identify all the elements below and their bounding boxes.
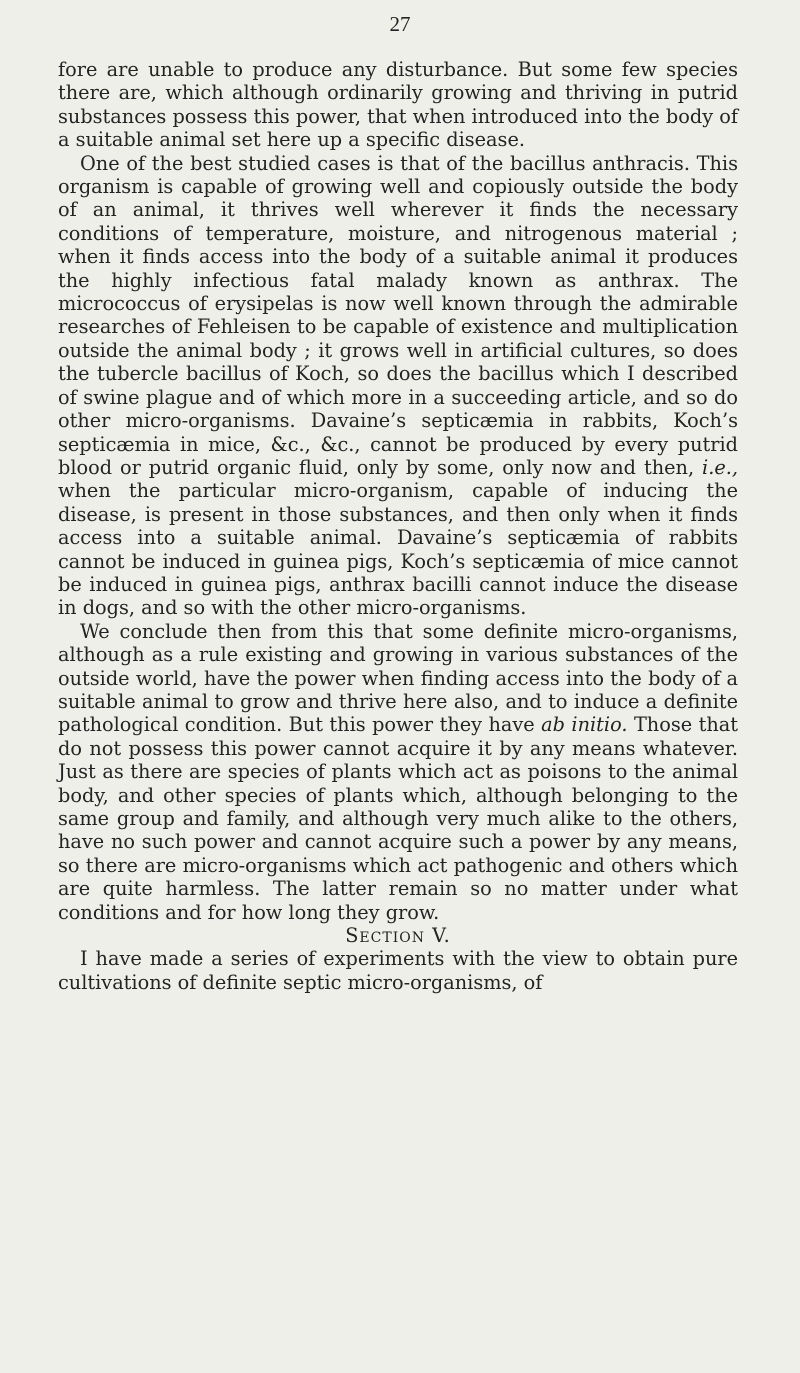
paragraph-bacillus-anthracis xyxy=(58,152,738,620)
paragraph-text-continued: when the particular micro-organism, capable of inducing the disease, is present in those substances, and then only when it finds access into a suitable animal. Davaine’s septicæmia of rabbits cannot be induced in guinea pigs, Koch’s septicæmia of mice cannot be induced in guinea pigs, anthrax bacilli cannot induce the disease in dogs, and so with the other micro-organisms. xyxy=(58,479,738,620)
paragraph-continuation: fore are unable to produce any disturbance. But some few species there are, which although ordinarily growing and thriving in putrid substances possess this power, that when introduced into the body of a suitable animal set here up a specific disease. xyxy=(58,58,738,152)
ab-initio-italic: ab initio. xyxy=(541,713,628,737)
paragraph-text: We conclude then from this that some definite micro-organisms, although as a rule existing and growing in various substances of the outside world, have the power when finding access into the body of a suitable animal to grow and thrive here also, and to induce a definite pathological condition. But this power they have xyxy=(58,619,738,737)
ie-abbreviation: i.e., xyxy=(702,455,738,479)
paragraph-conclusion xyxy=(58,620,738,924)
paragraph-text: One of the best studied cases is that of the bacillus anthracis. This organism is capable of growing well and copiously outside the body of an animal, it thrives well wherever it finds the necessary conditions of temperature, moisture, and nitrogenous material ; when it finds access into the body of a suitable animal it produces the highly infectious fatal malady known as anthrax. The micrococcus of erysipelas is now well known through the admirable researches of Fehleisen to be capable of existence and multiplication outside the animal body ; it grows well in artificial cultures, so does the tubercle bacillus of Koch, so does the bacillus which I described of swine plague and of which more in a succeeding article, and so do other micro-organisms. Davaine’s septicæmia in rabbits, Koch’s septicæmia in mice, &c., &c., cannot be produced by every putrid blood or putrid organic fluid, only by some, only now and then, xyxy=(58,151,738,479)
body-text xyxy=(58,58,738,994)
section-heading: Section V. xyxy=(345,924,451,948)
page-number: 27 xyxy=(389,12,411,36)
paragraph-section-five: I have made a series of experiments with the view to obtain pure cultivations of definite septic micro-organisms, of xyxy=(58,947,738,994)
paragraph-text-continued: Those that do not possess this power cannot acquire it by any means whatever. Just as there are species of plants which act as poisons to the animal body, and other species of plants which, although belonging to the same group and family, and although very much alike to the others, have no such power and cannot acquire such a power by any means, so there are micro-organisms which act pathogenic and others which are quite harmless. The latter remain so no matter under what conditions and for how long they grow. xyxy=(58,713,738,924)
